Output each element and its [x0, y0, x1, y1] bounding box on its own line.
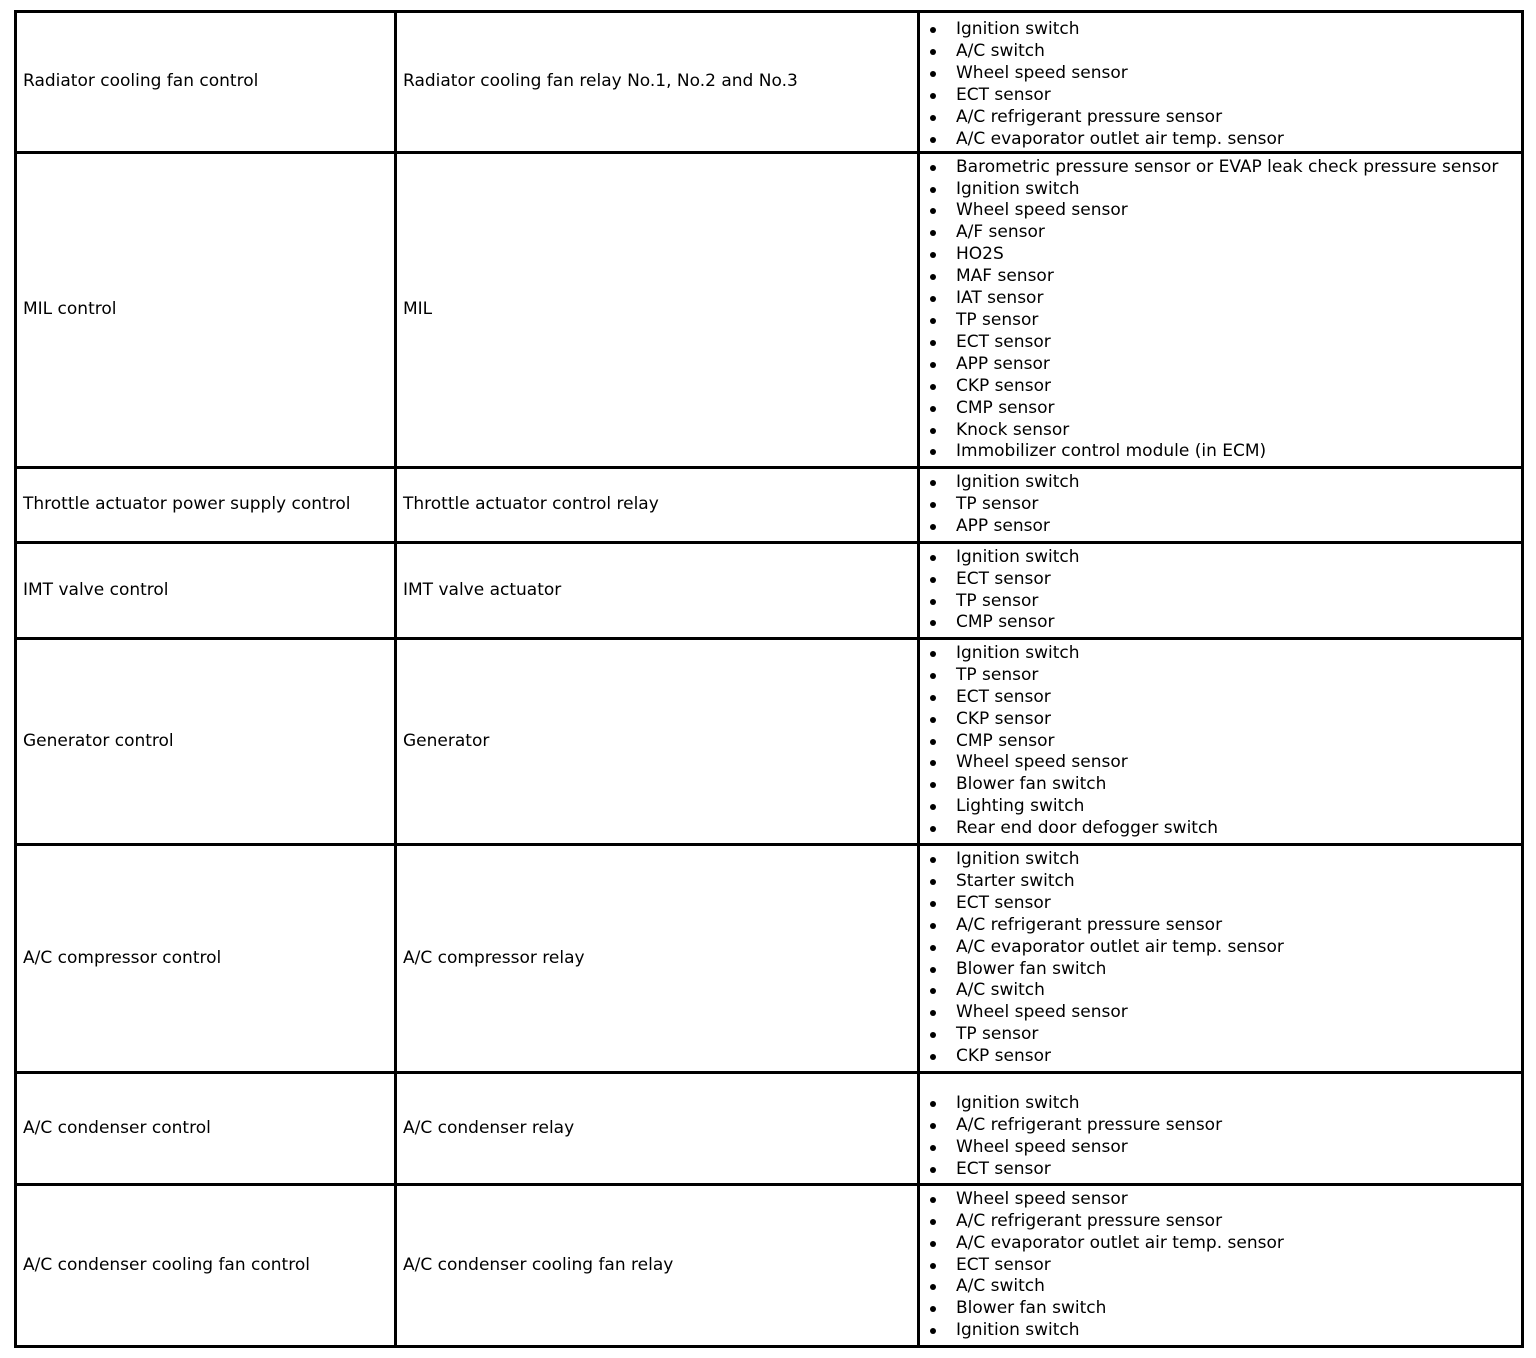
list-item: A/C switch — [956, 41, 1515, 63]
list-item: A/C evaporator outlet air temp. sensor — [956, 937, 1515, 959]
actuator-cell: A/C condenser cooling fan relay — [396, 1185, 919, 1347]
control-cell: A/C compressor control — [16, 845, 396, 1073]
list-item: Wheel speed sensor — [956, 63, 1515, 85]
list-item: IAT sensor — [956, 288, 1515, 310]
inputs-list — [926, 472, 1515, 538]
list-item: A/C evaporator outlet air temp. sensor — [956, 129, 1515, 151]
list-item: ECT sensor — [956, 569, 1515, 591]
inputs-list — [926, 1093, 1515, 1181]
inputs-cell — [919, 153, 1523, 468]
inputs-list — [926, 643, 1515, 840]
table-row — [16, 639, 1523, 845]
list-item: Ignition switch — [956, 19, 1515, 41]
list-item: Blower fan switch — [956, 959, 1515, 981]
list-item: A/C switch — [956, 980, 1515, 1002]
list-item: Ignition switch — [956, 1320, 1515, 1342]
inputs-cell — [919, 468, 1523, 543]
list-item: CKP sensor — [956, 1046, 1515, 1068]
inputs-list — [926, 547, 1515, 635]
list-item: Immobilizer control module (in ECM) — [956, 441, 1515, 463]
list-item: CKP sensor — [956, 376, 1515, 398]
list-item: TP sensor — [956, 310, 1515, 332]
actuator-cell: A/C condenser relay — [396, 1073, 919, 1185]
list-item: CKP sensor — [956, 709, 1515, 731]
list-item: Starter switch — [956, 871, 1515, 893]
list-item: TP sensor — [956, 1024, 1515, 1046]
list-item: Ignition switch — [956, 643, 1515, 665]
actuator-cell: MIL — [396, 153, 919, 468]
list-item: Wheel speed sensor — [956, 1137, 1515, 1159]
control-cell: Generator control — [16, 639, 396, 845]
list-item: Ignition switch — [956, 547, 1515, 569]
list-item: Wheel speed sensor — [956, 1002, 1515, 1024]
list-item: HO2S — [956, 244, 1515, 266]
inputs-list — [926, 19, 1515, 150]
list-item: CMP sensor — [956, 612, 1515, 634]
list-item: ECT sensor — [956, 687, 1515, 709]
actuator-cell: Throttle actuator control relay — [396, 468, 919, 543]
control-table — [14, 10, 1524, 1348]
list-item: Ignition switch — [956, 179, 1515, 201]
control-cell: A/C condenser control — [16, 1073, 396, 1185]
inputs-cell — [919, 12, 1523, 153]
list-item: TP sensor — [956, 591, 1515, 613]
inputs-cell — [919, 1073, 1523, 1185]
list-item: CMP sensor — [956, 398, 1515, 420]
list-item: Lighting switch — [956, 796, 1515, 818]
list-item: ECT sensor — [956, 1255, 1515, 1277]
table-row — [16, 12, 1523, 153]
inputs-cell — [919, 543, 1523, 639]
list-item: Wheel speed sensor — [956, 1189, 1515, 1211]
list-item: A/C refrigerant pressure sensor — [956, 915, 1515, 937]
table-row — [16, 1185, 1523, 1347]
table-row — [16, 1073, 1523, 1185]
list-item: Wheel speed sensor — [956, 752, 1515, 774]
inputs-list — [926, 1189, 1515, 1342]
table-row — [16, 468, 1523, 543]
table-row — [16, 845, 1523, 1073]
list-item: MAF sensor — [956, 266, 1515, 288]
list-item: Wheel speed sensor — [956, 200, 1515, 222]
list-item: APP sensor — [956, 516, 1515, 538]
list-item: Ignition switch — [956, 472, 1515, 494]
inputs-cell — [919, 1185, 1523, 1347]
list-item: A/C refrigerant pressure sensor — [956, 107, 1515, 129]
list-item: TP sensor — [956, 665, 1515, 687]
actuator-cell: Generator — [396, 639, 919, 845]
actuator-cell: Radiator cooling fan relay No.1, No.2 and No.3 — [396, 12, 919, 153]
inputs-list — [926, 157, 1515, 464]
actuator-cell: A/C compressor relay — [396, 845, 919, 1073]
list-item: ECT sensor — [956, 85, 1515, 107]
list-item: TP sensor — [956, 494, 1515, 516]
list-item: ECT sensor — [956, 1159, 1515, 1181]
list-item: A/F sensor — [956, 222, 1515, 244]
control-table-body — [16, 12, 1523, 1347]
inputs-cell — [919, 639, 1523, 845]
list-item: Blower fan switch — [956, 774, 1515, 796]
list-item: APP sensor — [956, 354, 1515, 376]
table-row — [16, 153, 1523, 468]
list-item: A/C refrigerant pressure sensor — [956, 1211, 1515, 1233]
control-cell: Throttle actuator power supply control — [16, 468, 396, 543]
control-cell: A/C condenser cooling fan control — [16, 1185, 396, 1347]
control-cell: MIL control — [16, 153, 396, 468]
list-item: Barometric pressure sensor or EVAP leak check pressure sensor — [956, 157, 1515, 179]
list-item: Ignition switch — [956, 1093, 1515, 1115]
list-item: Blower fan switch — [956, 1298, 1515, 1320]
list-item: Ignition switch — [956, 849, 1515, 871]
list-item: Knock sensor — [956, 420, 1515, 442]
actuator-cell: IMT valve actuator — [396, 543, 919, 639]
list-item: A/C switch — [956, 1276, 1515, 1298]
inputs-cell — [919, 845, 1523, 1073]
control-cell: IMT valve control — [16, 543, 396, 639]
inputs-list — [926, 849, 1515, 1068]
list-item: ECT sensor — [956, 893, 1515, 915]
control-cell: Radiator cooling fan control — [16, 12, 396, 153]
list-item: A/C refrigerant pressure sensor — [956, 1115, 1515, 1137]
table-row — [16, 543, 1523, 639]
list-item: CMP sensor — [956, 731, 1515, 753]
list-item: ECT sensor — [956, 332, 1515, 354]
list-item: Rear end door defogger switch — [956, 818, 1515, 840]
list-item: A/C evaporator outlet air temp. sensor — [956, 1233, 1515, 1255]
